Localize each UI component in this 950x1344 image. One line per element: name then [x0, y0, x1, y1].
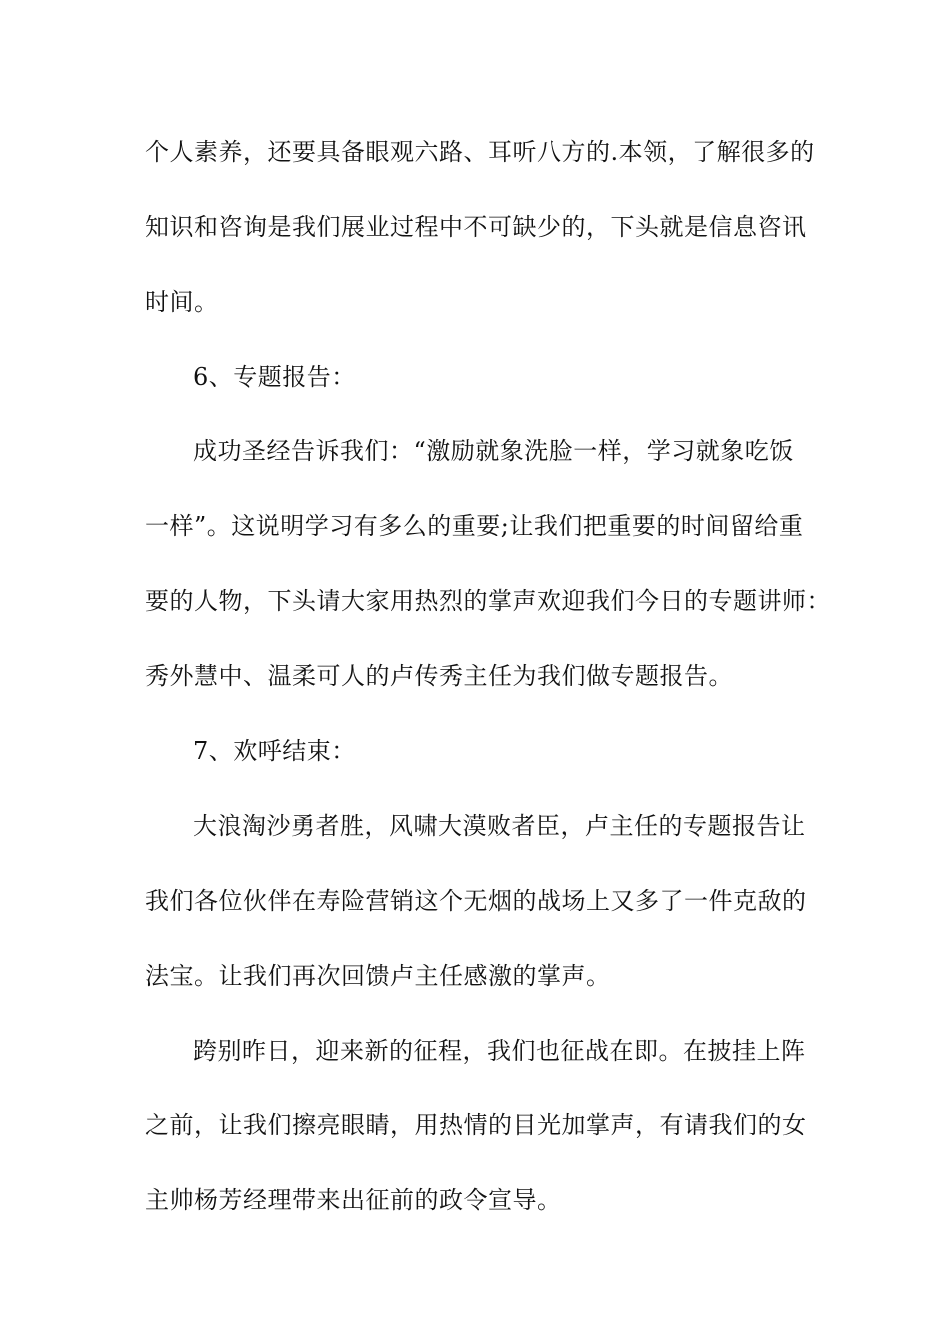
section-heading: 7、欢呼结束：	[193, 737, 356, 765]
body-text-line: 成功圣经告诉我们：“激励就象洗脸一样，学习就象吃饭	[193, 437, 794, 465]
body-text-line: 之前，让我们擦亮眼睛，用热情的目光加掌声，有请我们的女	[145, 1111, 807, 1139]
body-text-line: 秀外慧中、温柔可人的卢传秀主任为我们做专题报告。	[145, 662, 733, 690]
body-text-line: 大浪淘沙勇者胜，风啸大漠败者臣，卢主任的专题报告让	[193, 812, 806, 840]
section-heading: 6、专题报告：	[193, 363, 356, 391]
body-text-line: 一样”。这说明学习有多么的重要;让我们把重要的时间留给重	[145, 512, 804, 540]
body-text-line: 个人素养，还要具备眼观六路、耳听八方的.本领，了解很多的	[145, 138, 815, 166]
body-text-line: 主帅杨芳经理带来出征前的政令宣导。	[145, 1186, 562, 1214]
body-text-line: 要的人物，下头请大家用热烈的掌声欢迎我们今日的专题讲师：	[145, 587, 831, 615]
body-text-line: 法宝。让我们再次回馈卢主任感激的掌声。	[145, 962, 611, 990]
body-text-line: 时间。	[145, 288, 219, 316]
body-text-line: 知识和咨询是我们展业过程中不可缺少的，下头就是信息咨讯	[145, 213, 807, 241]
body-text-line: 跨别昨日，迎来新的征程，我们也征战在即。在披挂上阵	[193, 1037, 806, 1065]
body-text-line: 我们各位伙伴在寿险营销这个无烟的战场上又多了一件克敌的	[145, 887, 807, 915]
